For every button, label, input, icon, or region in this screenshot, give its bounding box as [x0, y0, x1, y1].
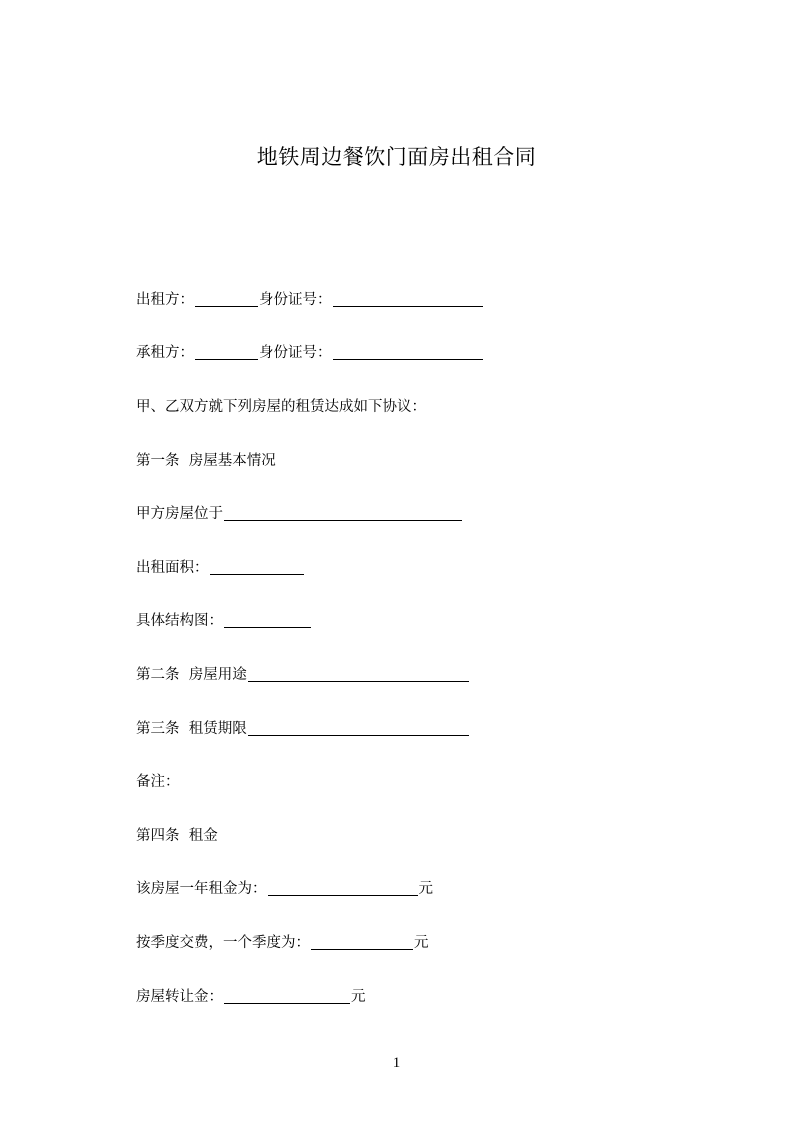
article3-label: 第三条 租赁期限	[136, 721, 247, 737]
usage-blank[interactable]	[248, 667, 469, 682]
article4-heading	[136, 826, 218, 846]
area-line	[136, 558, 305, 578]
quarterly-blank[interactable]	[311, 935, 413, 950]
lessee-name-blank[interactable]	[195, 345, 258, 360]
quarterly-unit: 元	[414, 935, 429, 951]
term-blank[interactable]	[248, 721, 469, 736]
quarterly-line	[136, 933, 429, 953]
article2-label: 第二条 房屋用途	[136, 667, 247, 683]
area-label: 出租面积：	[136, 560, 209, 576]
lessee-line	[136, 343, 484, 363]
transfer-fee-line	[136, 987, 366, 1007]
lessee-id-label: 身份证号：	[259, 345, 332, 361]
remarks-line	[136, 772, 180, 792]
transfer-fee-blank[interactable]	[224, 989, 350, 1004]
lessee-id-blank[interactable]	[333, 345, 483, 360]
article1-heading	[136, 451, 276, 471]
agreement-intro-text: 甲、乙双方就下列房屋的租赁达成如下协议：	[136, 399, 426, 415]
lessor-label: 出租方：	[136, 292, 194, 308]
agreement-intro	[136, 397, 426, 417]
article2-line	[136, 665, 470, 685]
article4-title: 第四条 租金	[136, 828, 218, 844]
annual-rent-unit: 元	[418, 881, 433, 897]
remarks-label: 备注：	[136, 774, 180, 790]
annual-rent-blank[interactable]	[268, 881, 418, 896]
lessee-label: 承租方：	[136, 345, 194, 361]
location-label: 甲方房屋位于	[136, 506, 223, 522]
quarterly-label: 按季度交费，一个季度为：	[136, 935, 310, 951]
page-number: 1	[392, 1055, 401, 1071]
lessor-line	[136, 290, 484, 310]
lessor-name-blank[interactable]	[195, 292, 258, 307]
annual-rent-label: 该房屋一年租金为：	[136, 881, 267, 897]
location-line	[136, 504, 463, 524]
article3-line	[136, 719, 470, 739]
lessor-id-label: 身份证号：	[259, 292, 332, 308]
lessor-id-blank[interactable]	[333, 292, 483, 307]
location-blank[interactable]	[224, 506, 462, 521]
transfer-fee-label: 房屋转让金：	[136, 989, 223, 1005]
structure-line	[136, 611, 312, 631]
area-blank[interactable]	[210, 560, 304, 575]
structure-label: 具体结构图：	[136, 613, 223, 629]
article1-title: 第一条 房屋基本情况	[136, 453, 276, 469]
document-title: 地铁周边餐饮门面房出租合同	[256, 145, 537, 169]
structure-blank[interactable]	[224, 613, 311, 628]
transfer-fee-unit: 元	[351, 989, 366, 1005]
annual-rent-line	[136, 879, 433, 899]
